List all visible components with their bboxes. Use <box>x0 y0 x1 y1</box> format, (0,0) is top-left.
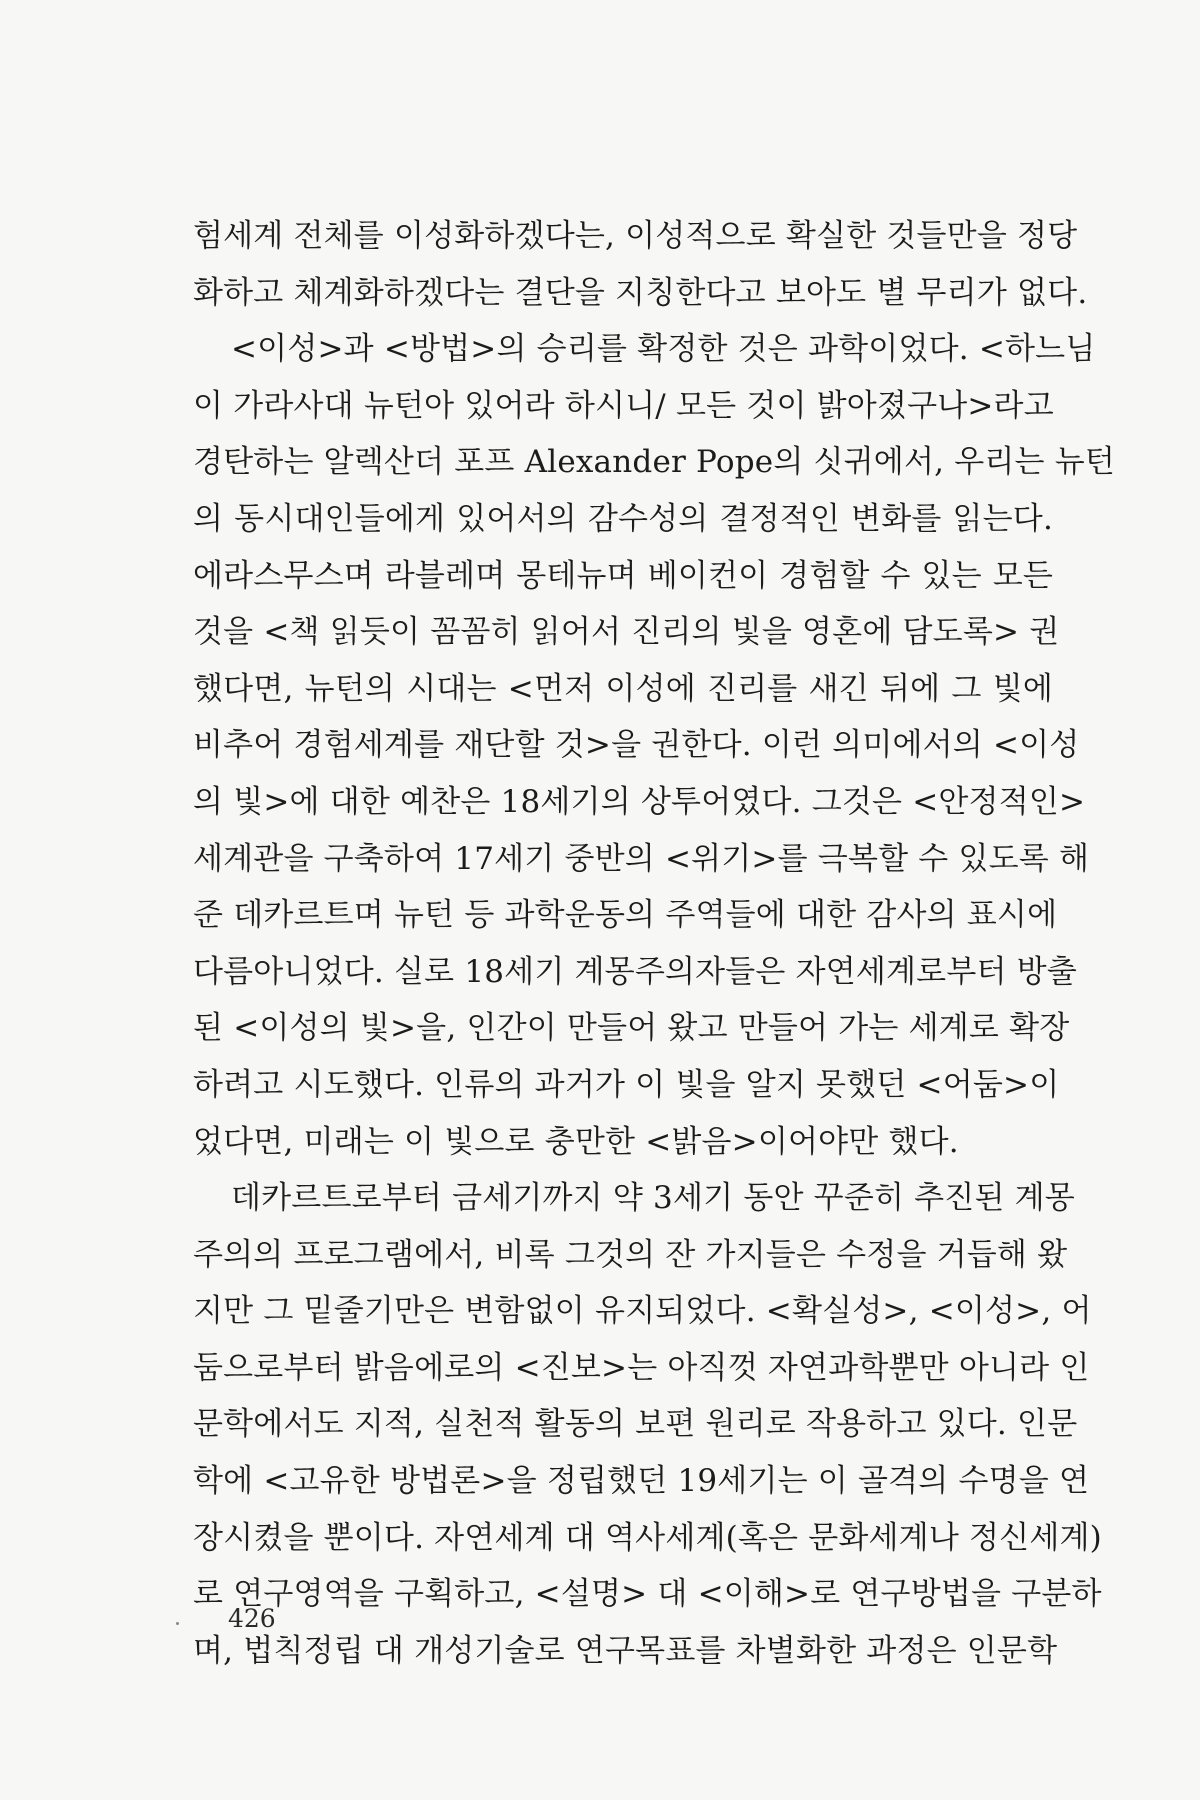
text-line: 것을 <책 읽듯이 꼼꼼히 읽어서 진리의 빛을 영혼에 담도록> 권 <box>193 614 1060 651</box>
text-line: 세계관을 구축하여 17세기 중반의 <위기>를 극복할 수 있도록 해 <box>193 840 1090 877</box>
text-line: 주의의 프로그램에서, 비록 그것의 잔 가지들은 수정을 거듭해 왔 <box>193 1236 1068 1273</box>
text-line: 둠으로부터 밝음에로의 <진보>는 아직껏 자연과학뿐만 아니라 인 <box>193 1349 1090 1386</box>
text-line: 데카르트로부터 금세기까지 약 3세기 동안 꾸준히 추진된 계몽 <box>231 1180 1075 1217</box>
margin-dot <box>176 1622 179 1625</box>
text-line: 비추어 경험세계를 재단할 것>을 권한다. 이런 의미에서의 <이성 <box>193 727 1080 764</box>
text-line: 경탄하는 알렉산더 포프 Alexander Pope의 싯귀에서, 우리는 뉴턴 <box>193 444 1115 481</box>
text-line: 준 데카르트며 뉴턴 등 과학운동의 주역들에 대한 감사의 표시에 <box>193 897 1058 934</box>
text-line: 었다면, 미래는 이 빛으로 충만한 <밝음>이어야만 했다. <box>193 1123 959 1160</box>
text-line: 이 가라사대 뉴턴아 있어라 하시니/ 모든 것이 밝아졌구나>라고 <box>193 387 1054 424</box>
page-number: 426 <box>228 1604 276 1633</box>
text-line: 의 빛>에 대한 예찬은 18세기의 상투어였다. 그것은 <안정적인> <box>193 783 1086 820</box>
text-line: 로 연구영역을 구획하고, <설명> 대 <이해>로 연구방법을 구분하 <box>193 1576 1102 1613</box>
text-line: 험세계 전체를 이성화하겠다는, 이성적으로 확실한 것들만을 정당 <box>193 218 1078 254</box>
text-line: 다름아니었다. 실로 18세기 계몽주의자들은 자연세계로부터 방출 <box>193 953 1077 990</box>
text-line: 했다면, 뉴턴의 시대는 <먼저 이성에 진리를 새긴 뒤에 그 빛에 <box>193 670 1053 707</box>
text-line: 화하고 체계화하겠다는 결단을 지칭한다고 보아도 별 무리가 없다. <box>193 274 1088 311</box>
text-line: <이성>과 <방법>의 승리를 확정한 것은 과학이었다. <하느님 <box>231 331 1096 368</box>
text-line: 하려고 시도했다. 인류의 과거가 이 빛을 알지 못했던 <어둠>이 <box>193 1066 1060 1103</box>
text-line: 문학에서도 지적, 실천적 활동의 보편 원리로 작용하고 있다. 인문 <box>193 1406 1078 1443</box>
text-line: 지만 그 밑줄기만은 변함없이 유지되었다. <확실성>, <이성>, 어 <box>193 1293 1092 1330</box>
text-line: 며, 법칙정립 대 개성기술로 연구목표를 차별화한 과정은 인문학 <box>193 1632 1058 1669</box>
text-line: 의 동시대인들에게 있어서의 감수성의 결정적인 변화를 읽는다. <box>193 500 1053 537</box>
text-line: 학에 <고유한 방법론>을 정립했던 19세기는 이 골격의 수명을 연 <box>193 1463 1090 1500</box>
text-line: 된 <이성의 빛>을, 인간이 만들어 왔고 만들어 가는 세계로 확장 <box>193 1010 1070 1047</box>
text-line: 장시켰을 뿐이다. 자연세계 대 역사세계(혹은 문화세계나 정신세계) <box>193 1519 1102 1556</box>
text-line: 에라스무스며 라블레며 몽테뉴며 베이컨이 경험할 수 있는 모든 <box>193 557 1053 594</box>
body-text <box>193 208 1115 1679</box>
